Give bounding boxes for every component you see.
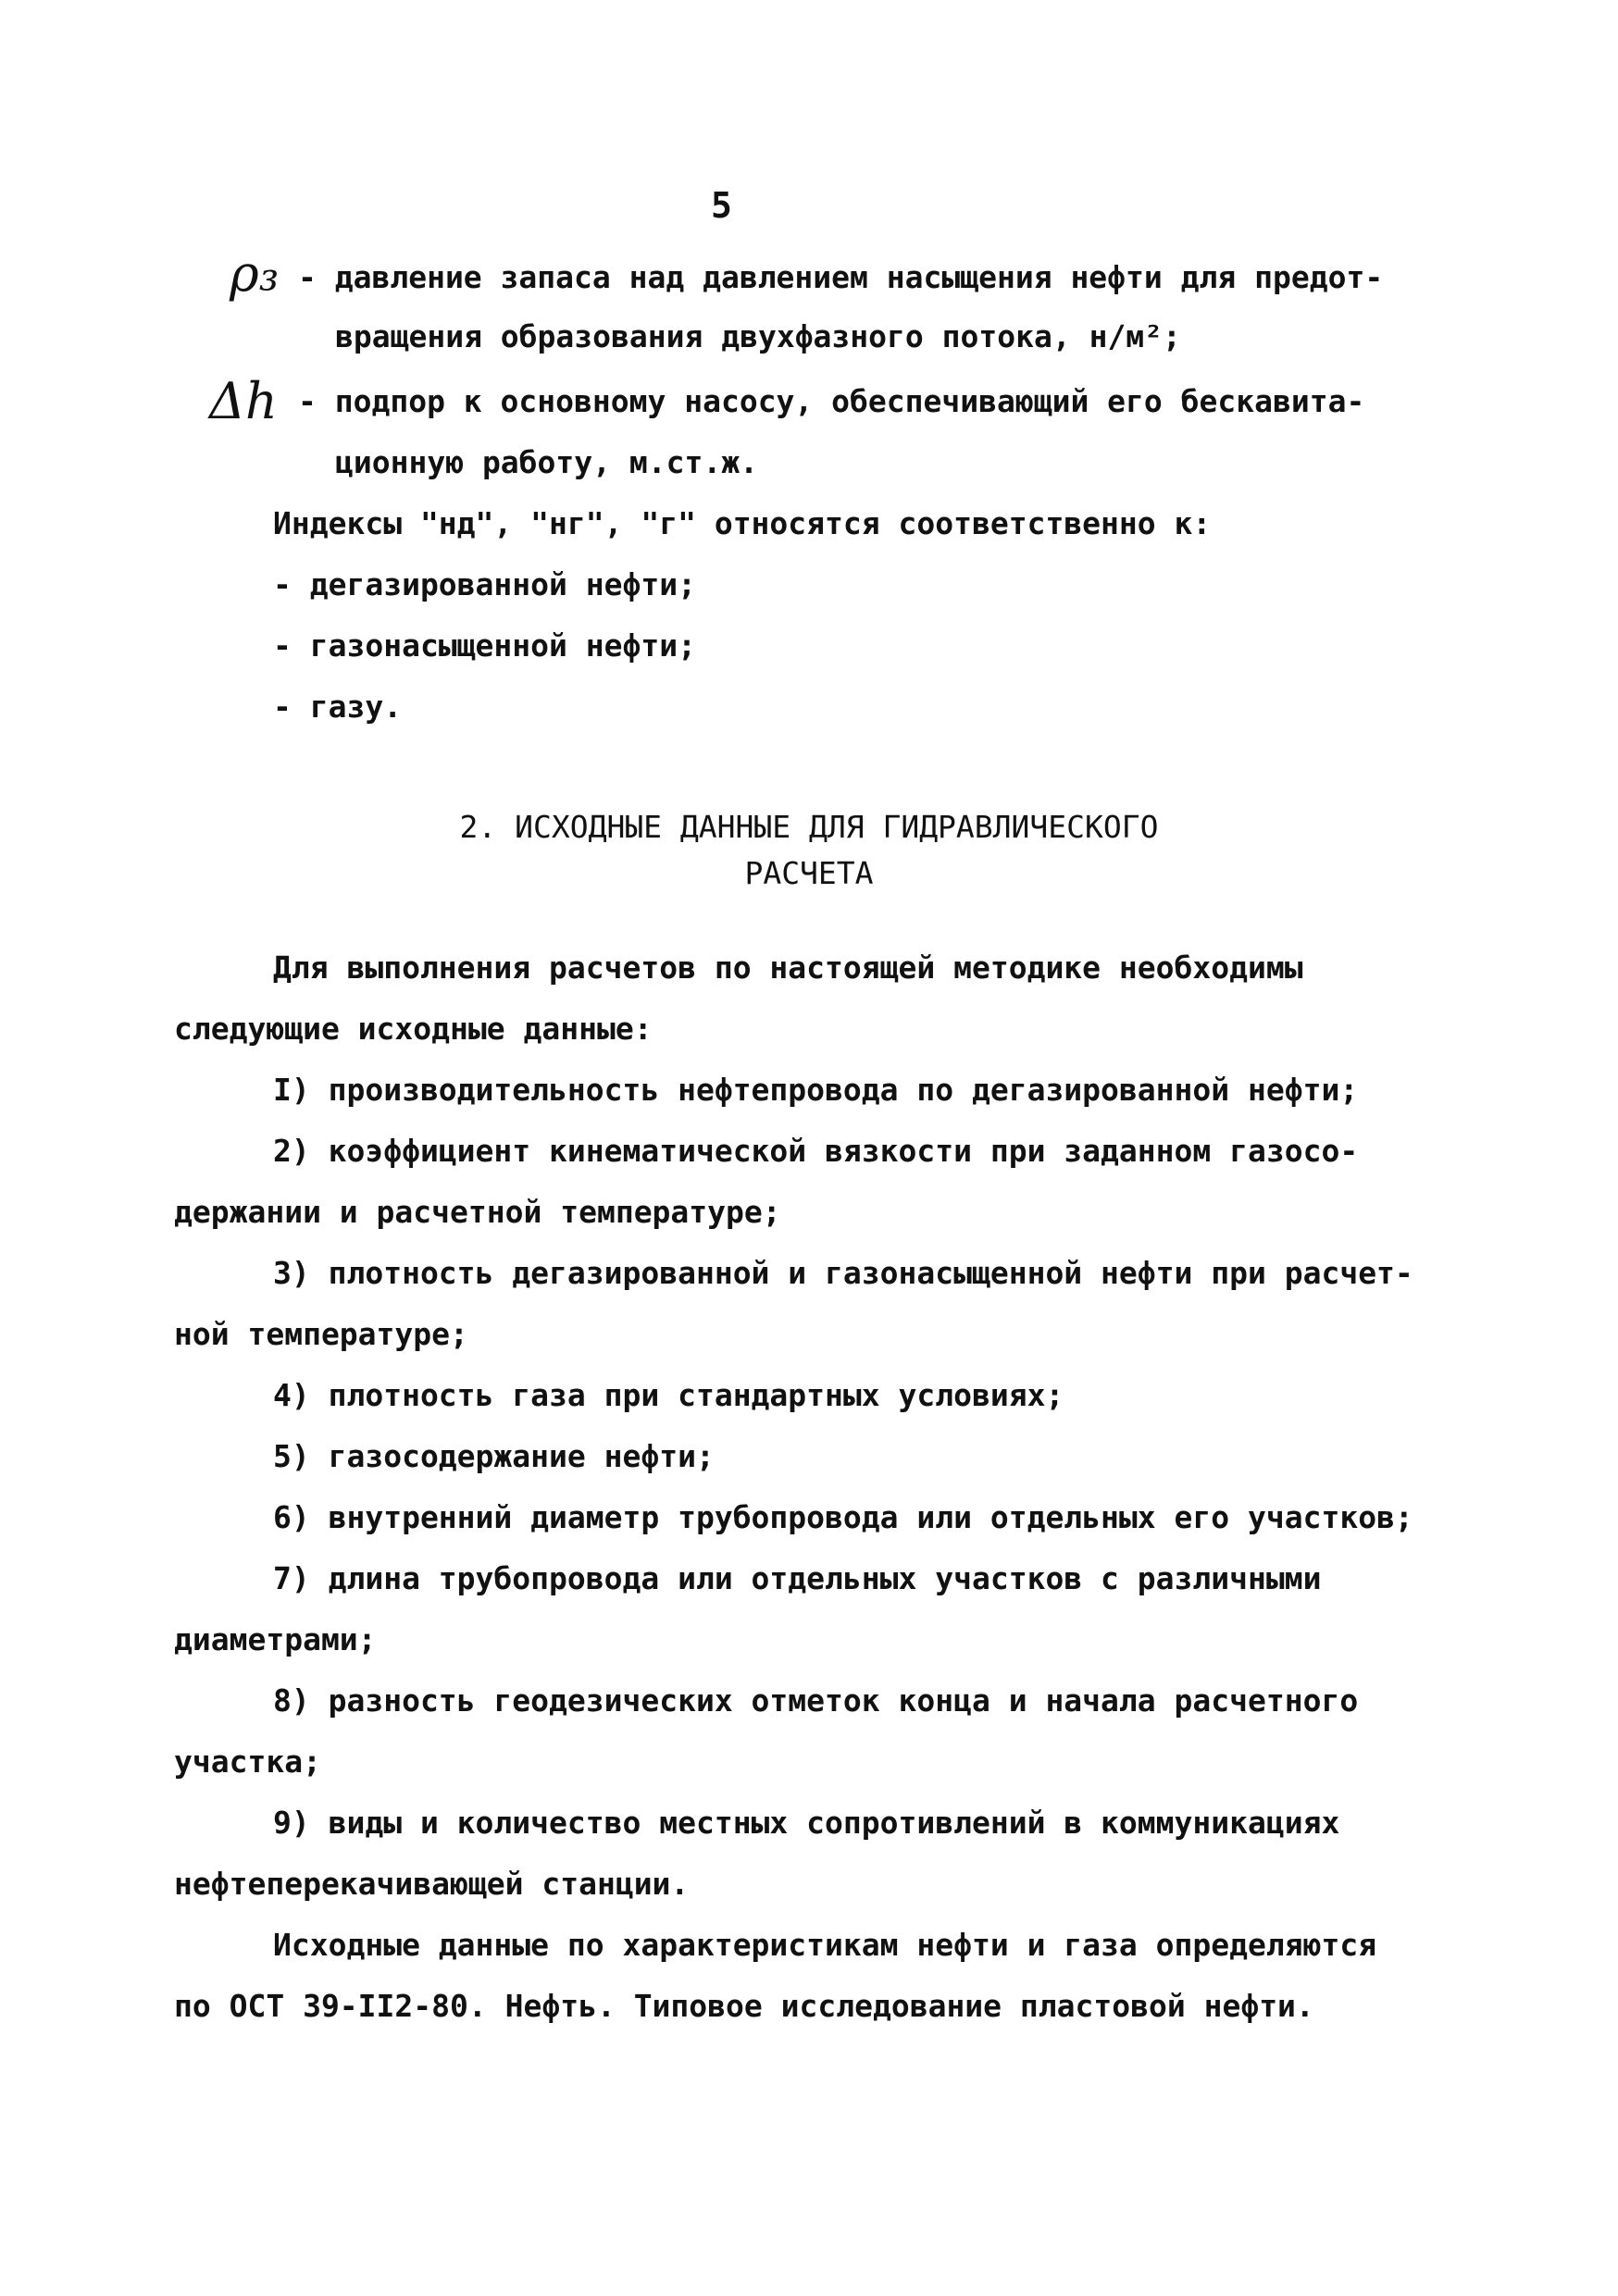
- list-item: 9) виды и количество местных сопротивлений в коммуникациях: [273, 1805, 1340, 1841]
- list-item-continuation: участка;: [174, 1744, 321, 1780]
- intro-line: следующие исходные данные:: [174, 1011, 653, 1047]
- list-item: 6) внутренний диаметр трубопровода или отдельных его участков;: [273, 1499, 1413, 1535]
- list-item: 8) разность геодезических отметок конца и начала расчетного: [273, 1682, 1359, 1719]
- definition-line: ционную работу, м.ст.ж.: [335, 444, 758, 480]
- list-item: 7) длина трубопровода или отдельных участков с различными: [273, 1560, 1322, 1596]
- section-heading-line1: 2. ИСХОДНЫЕ ДАННЫЕ ДЛЯ ГИДРАВЛИЧЕСКОГО: [459, 809, 1159, 845]
- list-item-continuation: нефтеперекачивающей станции.: [174, 1866, 690, 1902]
- list-item: 5) газосодержание нефти;: [273, 1438, 715, 1474]
- indices-item: - газу.: [273, 689, 403, 725]
- list-item-continuation: ной температуре;: [174, 1316, 468, 1352]
- symbol-delta-h: Δh: [209, 372, 278, 430]
- list-item: 4) плотность газа при стандартных условиях;: [273, 1377, 1064, 1413]
- closing-line: Исходные данные по характеристикам нефти и газа определяются: [273, 1927, 1377, 1963]
- definition-line: вращения образования двухфазного потока, н/м²;: [335, 318, 1181, 354]
- list-item: 2) коэффициент кинематической вязкости при заданном газосо-: [273, 1133, 1359, 1169]
- indices-item: - дегазированной нефти;: [273, 566, 696, 602]
- list-item-continuation: держании и расчетной температуре;: [174, 1194, 781, 1230]
- section-heading-line2: РАСЧЕТА: [744, 855, 874, 891]
- symbol-p3: ρ₃: [230, 244, 280, 303]
- intro-line: Для выполнения расчетов по настоящей методике необходимы: [273, 949, 1303, 986]
- page-number: 5: [711, 185, 732, 226]
- definition-line: - подпор к основному насосу, обеспечивающий его бескавита-: [298, 383, 1365, 419]
- indices-intro: Индексы "нд", "нг", "г" относятся соответственно к:: [273, 505, 1212, 541]
- list-item-continuation: диаметрами;: [174, 1621, 377, 1657]
- definition-line: - давление запаса над давлением насыщения нефти для предот-: [298, 259, 1384, 295]
- list-item: 3) плотность дегазированной и газонасыщенной нефти при расчет-: [273, 1255, 1413, 1291]
- list-item: I) производительность нефтепровода по дегазированной нефти;: [273, 1072, 1359, 1108]
- closing-line: по ОСТ 39-II2-80. Нефть. Типовое исследование пластовой нефти.: [174, 1988, 1314, 2024]
- indices-item: - газонасыщенной нефти;: [273, 627, 696, 664]
